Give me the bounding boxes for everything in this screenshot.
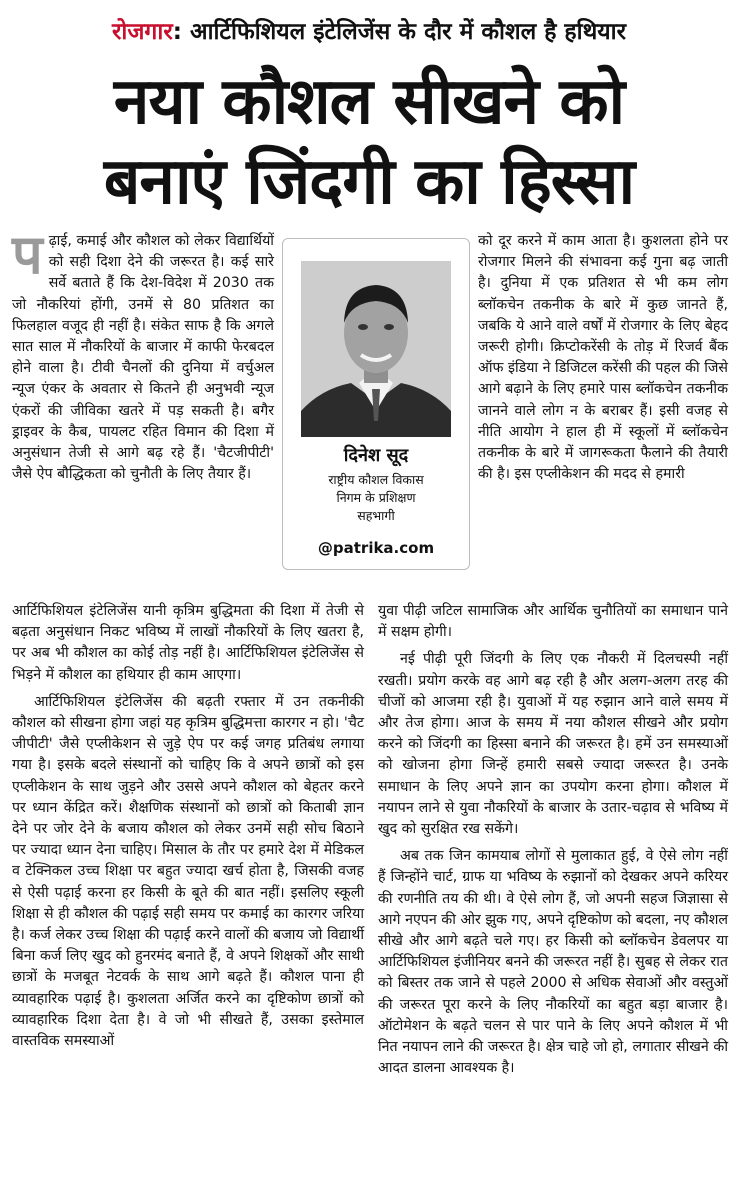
headline-line-1: नया कौशल सीखने को bbox=[113, 65, 625, 139]
article-column-left bbox=[12, 601, 364, 1052]
publication-handle: @patrika.com bbox=[317, 539, 435, 557]
author-role bbox=[283, 471, 469, 525]
article-left-paragraph-1: आर्टिफिशियल इंटेलिजेंस यानी कृत्रिम बुद्धिमता की दिशा में तेजी से बढ़ता अनुसंधान निकट भविष्य में लाखों नौकरियों के लिए खतरा है, पर अब भी कौशल का कोई तोड़ नहीं है। आर्टिफिशियल इंटेलिजेंस से भिड़ने में कौशल का हथियार ही काम आएगा। bbox=[12, 603, 364, 683]
kicker-tag: रोजगार bbox=[112, 19, 173, 45]
headline bbox=[0, 62, 738, 222]
article-column-right bbox=[378, 601, 728, 1079]
author-role-line-3: सहभागी bbox=[357, 508, 395, 523]
dropcap: प bbox=[12, 223, 43, 286]
article-right-paragraph-3: अब तक जिन कामयाब लोगों से मुलाकात हुई, वे ऐसे लोग नहीं हैं जिन्होंने चार्ट, ग्राफ या भविष्य के रुझानों को देखकर अपने करियर की रणनीति तय की थी। वे ऐसे लोग हैं, जो अपनी सहज जिज्ञासा से आगे नएपन की ओर झुक गए, अपने दृष्टिकोण को बदला, नए कौशल सीखे और आगे बढ़ते चले गए। हर किसी को ब्लॉकचेन डेवलपर या आर्टिफिशियल इंजीनियर बनने की जरूरत नहीं है। सुबह से लेकर रात को बिस्तर तक जाने से पहले 2000 से अधिक सेवाओं और वस्तुओं की जरूरत पूरा करने के लिए नौकरियों का बहुत बड़ा बाजार है। ऑटोमेशन के बढ़ते चलन से पार पाने के लिए अपने कौशल में भी नित नयापन लाने की जरूरत है। क्षेत्र चाहे जो हो, लगातार सीखने की आदत डालना आवश्यक है। bbox=[378, 848, 728, 1077]
author-name: दिनेश सूद bbox=[343, 445, 409, 466]
author-role-line-2: निगम के प्रशिक्षण bbox=[336, 490, 416, 505]
author-photo bbox=[301, 261, 451, 437]
article-left-paragraph-2: आर्टिफिशियल इंटेलिजेंस की बढ़ती रफ्तार में उन तकनीकी कौशल को सीखना होगा जहां यह कृत्रिम बुद्धिमत्ता कारगर न हो। 'चैट जीपीटी' जैसे एप्लीकेशन से जुड़े ऐप पर कई जगह प्रतिबंध लगाया गया है। इसके बदले संस्थानों को चाहिए कि वे अपने छात्रों को इस एप्लीकेशन के साथ जुड़ने और उससे अपने कौशल को बेहतर करने पर ध्यान केंद्रित करें। शैक्षणिक संस्थानों को छात्रों को किताबी ज्ञान देने पर जोर देने के बजाय कौशल को लेकर उनमें सही सोच बिठाने पर ज्यादा ध्यान देना चाहिए। मिसाल के तौर पर हमारे देश में मेडिकल व टेक्निकल उच्च शिक्षा पर बहुत ज्यादा खर्च होता है, जिसकी वजह से ऐसी पढ़ाई करना हर किसी के बूते की बात नहीं। इसलिए स्कूली शिक्षा से ही कौशल की पढ़ाई सही समय पर कमाई का कारगर जरिया है। कर्ज लेकर उच्च शिक्षा की पढ़ाई करने वालों की बजाय जो विद्यार्थी बिना कर्ज लिए खुद को हुनरमंद बनाते हैं, वे अपने शिक्षकों और साथी छात्रों के मजबूत नेटवर्क के साथ आगे बढ़ते हैं। कौशल पाना ही व्यावहारिक पढ़ाई है। कुशलता अर्जित करने का दृष्टिकोण छात्रों को व्यावहारिक दिशा देता है। वे जो भी सीखते हैं, उसका इस्तेमाल वास्तविक समस्याओं bbox=[12, 693, 364, 1050]
article-col1-text: ढ़ाई, कमाई और कौशल को लेकर विद्यार्थियों को सही दिशा देने की जरूरत है। कई सारे सर्वे बताते हैं कि देश-विदेश में 2030 तक जो नौकरियां होंगी, उनमें से 80 प्रतिशत का फिलहाल वजूद ही नहीं है। संकेत साफ है कि अगले सात साल में नौकरियों के बाजार में काफी फेरबदल होने वाला है। टीवी चैनलों की दुनिया में वर्चुअल न्यूज एंकर के अवतार से कितने ही अनुभवी न्यूज एंकरों की जीविका खतरे में पड़ सकती है। बगैर ड्राइवर के कैब, पायलट रहित विमान की दिशा में अनुसंधान तेजी से आगे बढ़ रहे हैं। 'चैटजीपीटी' जैसे ऐप बौद्धिकता को चुनौती के लिए तैयार हैं। bbox=[12, 233, 274, 483]
article-right-paragraph-1: युवा पीढ़ी जटिल सामाजिक और आर्थिक चुनौतियों का समाधान पाने में सक्षम होगी। bbox=[378, 603, 728, 641]
author-card bbox=[282, 238, 470, 570]
kicker-text: आर्टिफिशियल इंटेलिजेंस के दौर में कौशल है हथियार bbox=[189, 19, 626, 45]
author-role-line-1: राष्ट्रीय कौशल विकास bbox=[328, 472, 424, 487]
article-col3-text: को दूर करने में काम आता है। कुशलता होने पर रोजगार मिलने की संभावना कई गुना बढ़ जाती है। दुनिया में एक प्रतिशत से भी कम लोग ब्लॉकचेन तकनीक के बारे में कुछ जानते हैं, जबकि ये आने वाले वर्षों में रोजगार के लिए बेहद जरूरी होगी। क्रिप्टोकरेंसी के तोड़ में रिजर्व बैंक ऑफ इंडिया ने डिजिटल करेंसी की पहल की जिसे आगे बढ़ाने के लिए हमारे पास ब्लॉकचेन तकनीक जानने वाले लोग न के बराबर हैं। इसी वजह से नीति आयोग ने हाल ही में स्कूलों में ब्लॉकचेन तकनीक के बारे में जागरूकता फैलाने की तैयारी की है। इस एप्लीकेशन की मदद से हमारी bbox=[478, 233, 728, 483]
kicker-separator: : bbox=[172, 19, 190, 45]
kicker bbox=[0, 14, 738, 46]
headline-line-2: बनाएं जिंदगी का हिस्सा bbox=[103, 145, 635, 219]
article-right-paragraph-2: नई पीढ़ी पूरी जिंदगी के लिए एक नौकरी में दिलचस्पी नहीं रखती। प्रयोग करके वह आगे बढ़ रही है और अलग-अलग तरह की चीजों को आजमा रही है। युवाओं में यह रुझान आने वाले समय में और तेज होगा। आज के समय में नया कौशल सीखने और प्रयोग करने को जिंदगी का हिस्सा बनाने की जरूरत है। हमें उन समस्याओं को खोजना होगा जिन्हें हमारी सबसे ज्यादा जरूरत है। उनके समाधान के लिए अपने ज्ञान का उपयोग करना होगा। कौशल में नयापन लाने से युवा नौकरियों के बाजार के उतार-चढ़ाव से भविष्य में खुद को सुरक्षित रख सकेंगे। bbox=[378, 651, 728, 838]
article-column-1 bbox=[12, 223, 274, 485]
article-column-3 bbox=[478, 231, 728, 485]
